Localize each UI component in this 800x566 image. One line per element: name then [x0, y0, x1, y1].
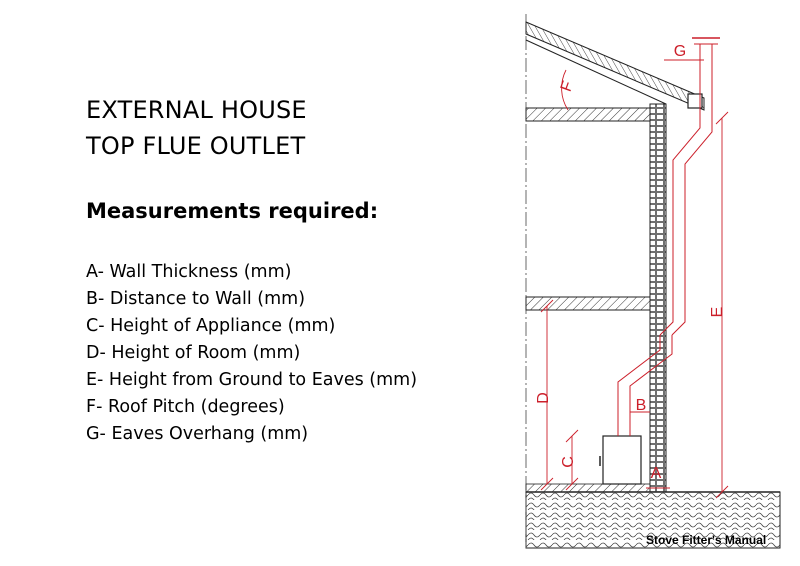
- measurement-f: F- Roof Pitch (degrees): [86, 397, 285, 417]
- title-line-1: EXTERNAL HOUSE: [86, 96, 307, 124]
- label-a: A: [650, 465, 662, 482]
- roof: [526, 22, 704, 110]
- label-f: F: [557, 79, 578, 95]
- source-credit: Stove Fitter's Manual: [646, 533, 767, 547]
- ground-floor-slab: [526, 484, 650, 492]
- label-e: E: [709, 306, 726, 318]
- measurement-g: G- Eaves Overhang (mm): [86, 424, 309, 444]
- title-line-2: TOP FLUE OUTLET: [86, 132, 306, 160]
- label-c: C: [560, 456, 577, 468]
- measurement-a: A- Wall Thickness (mm): [86, 262, 292, 282]
- measurement-b: B- Distance to Wall (mm): [86, 289, 306, 309]
- measurement-d: D- Height of Room (mm): [86, 343, 301, 363]
- external-wall: [650, 104, 666, 492]
- stove: [603, 436, 641, 484]
- roof-rafter: [526, 40, 666, 104]
- label-d: D: [535, 392, 552, 404]
- flue-pipe: [618, 38, 720, 436]
- label-b: B: [635, 397, 647, 414]
- label-g: G: [673, 43, 687, 60]
- measurement-e: E- Height from Ground to Eaves (mm): [86, 370, 418, 390]
- measurement-c: C- Height of Appliance (mm): [86, 316, 336, 336]
- measurements-heading: Measurements required:: [86, 199, 379, 223]
- attic-floor-slab: [526, 108, 650, 121]
